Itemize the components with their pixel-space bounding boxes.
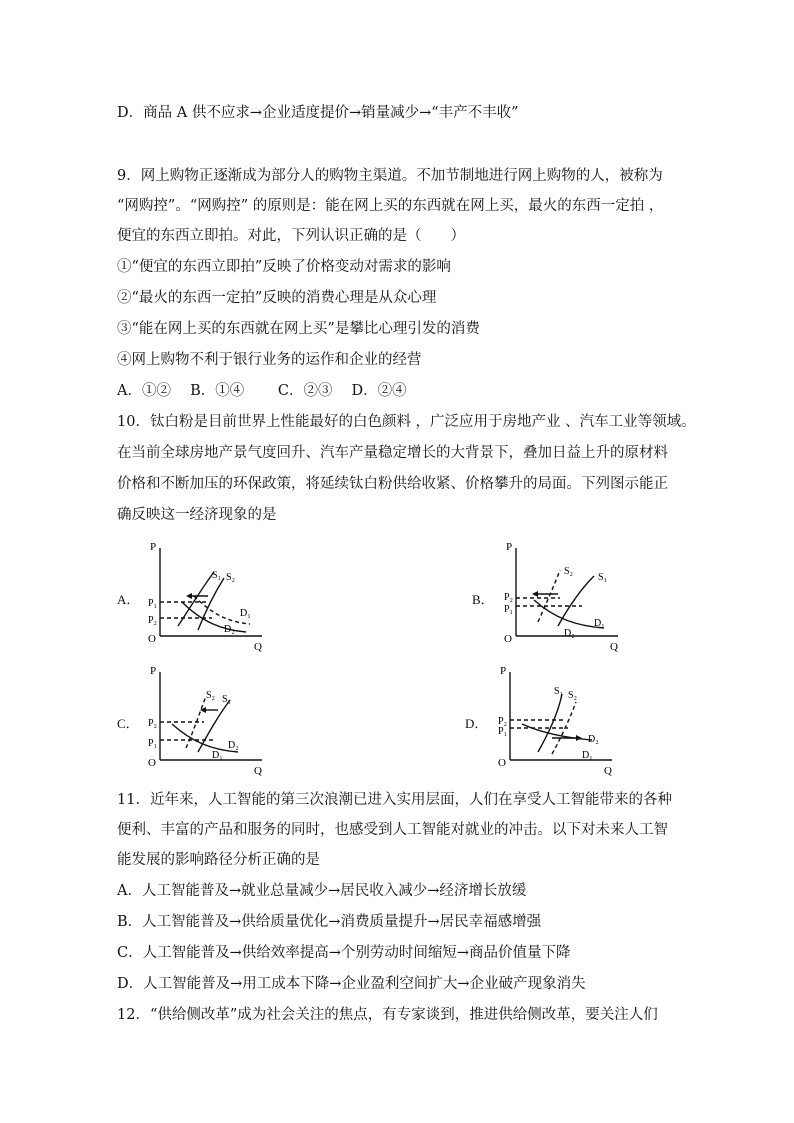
graph-c-curve-4: D₂ [228, 740, 239, 751]
graph-a-curve-1: S₁ [212, 570, 222, 581]
q9-statement-1: ①“便宜的东西立即拍”反映了价格变动对需求的影响 [117, 259, 451, 275]
graph-a-origin: O [148, 633, 156, 645]
graph-a-curve-4: D₂ [224, 624, 235, 635]
graph-a-q-axis: Q [254, 641, 262, 653]
graph-d-p-bottom: P₁ [498, 726, 508, 737]
q11-option-b: B．人工智能普及→供给质量优化→消费质量提升→居民幸福感增强 [117, 914, 542, 930]
q11-stem-line2: 便利、丰富的产品和服务的同时，也感受到人工智能对就业的冲击。以下对未来人工智 [117, 822, 668, 838]
q9-stem-line3: 便宜的东西立即拍。对此，下列认识正确的是（ ） [117, 228, 465, 244]
graph-a-p-bottom: P₂ [148, 615, 158, 626]
graph-b-curve-4: D₂ [564, 628, 575, 639]
graph-d-option-label: D． [465, 716, 488, 731]
graph-b-origin: O [504, 633, 512, 645]
graph-c-option-label: C． [117, 716, 139, 731]
q11-option-d: D．人工智能普及→用工成本下降→企业盈利空间扩大→企业破产现象消失 [117, 976, 586, 992]
q9-answer-options: A．①② B．①④ C．②③ D．②④ [117, 383, 407, 399]
graph-d-curve-4: D₂ [588, 734, 599, 745]
q11-stem-line1: 11．近年来，人工智能的第三次浪潮已进入实用层面，人们在享受人工智能带来的各种 [117, 792, 672, 808]
graph-c-p-bottom: P₁ [148, 738, 158, 749]
graph-c-curve-2: S₁ [222, 694, 232, 705]
graph-b-q-axis: Q [610, 641, 618, 653]
graph-b [498, 538, 628, 656]
graph-b-p-axis: P [506, 541, 513, 553]
q9-stem-line1: 9．网上购物正逐渐成为部分人的购物主渠道。不加节制地进行网上购物的人，被称为 [117, 168, 663, 184]
graph-d-p-axis: P [500, 665, 507, 677]
graph-b-option-label: B． [472, 592, 494, 607]
graph-a-p-top: P₁ [148, 598, 158, 609]
graph-c-q-axis: Q [254, 765, 262, 777]
graph-b-p-top: P₂ [504, 592, 514, 603]
graph-c-curve-3: D₁ [212, 750, 223, 761]
graph-c-p-axis: P [150, 665, 157, 677]
graph-d [492, 662, 622, 780]
q9-statement-4: ④网上购物不利于银行业务的运作和企业的经营 [117, 352, 422, 368]
graph-b-curve-1: S₂ [564, 566, 574, 577]
graph-c-origin: O [148, 757, 156, 769]
graph-c-curve-1: S₂ [206, 690, 216, 701]
q10-stem-line3: 价格和不断加压的环保政策，将延续钛白粉供给收紧、价格攀升的局面。下列图示能正 [117, 476, 668, 492]
graph-a [142, 538, 272, 656]
graph-b-p-bottom: P₁ [504, 604, 514, 615]
graph-b-curve-3: D₁ [594, 618, 605, 629]
graph-d-curve-1: S₁ [554, 686, 564, 697]
q10-stem-line4: 确反映这一经济现象的是 [117, 507, 277, 523]
graph-b-curve-2: S₁ [598, 572, 608, 583]
q8-option-d: D．商品 A 供不应求→企业适度提价→销量减少→“丰产不丰收” [117, 105, 519, 121]
q9-stem-line2: “网购控”。“网购控” 的原则是：能在网上买的东西就在网上买，最火的东西一定拍 ， [117, 198, 664, 214]
graph-d-q-axis: Q [604, 765, 612, 777]
q10-stem-line2: 在当前全球房地产景气度回升、汽车产量稳定增长的大背景下，叠加日益上升的原材料 [117, 445, 668, 461]
graph-d-p-top: P₂ [498, 716, 508, 727]
graph-a-p-axis: P [150, 541, 157, 553]
q9-statement-2: ②“最火的东西一定拍”反映的消费心理是从众心理 [117, 290, 437, 306]
q11-stem-line3: 能发展的影响路径分析正确的是 [117, 852, 320, 868]
graph-d-origin: O [498, 757, 506, 769]
q10-stem-line1: 10．钛白粉是目前世界上性能最好的白色颜料 ，广泛应用于房地产业 、汽车工业等领域。 [117, 414, 696, 430]
q11-option-a: A．人工智能普及→就业总量减少→居民收入减少→经济增长放缓 [117, 883, 527, 899]
graph-a-option-label: A． [117, 592, 140, 607]
graph-d-curve-3: D₁ [582, 750, 593, 761]
graph-c [142, 662, 272, 780]
graph-d-curve-2: S₂ [568, 690, 578, 701]
graph-a-curve-3: D₁ [240, 608, 251, 619]
graph-c-p-top: P₂ [148, 718, 158, 729]
q9-statement-3: ③“能在网上买的东西就在网上买”是攀比心理引发的消费 [117, 321, 480, 337]
q11-option-c: C．人工智能普及→供给效率提高→个别劳动时间缩短→商品价值量下降 [117, 945, 571, 961]
graph-a-curve-2: S₂ [226, 572, 236, 583]
q12-stem-line1: 12．“供给侧改革”成为社会关注的焦点，有专家谈到，推进供给侧改革，要关注人们 [117, 1007, 658, 1023]
